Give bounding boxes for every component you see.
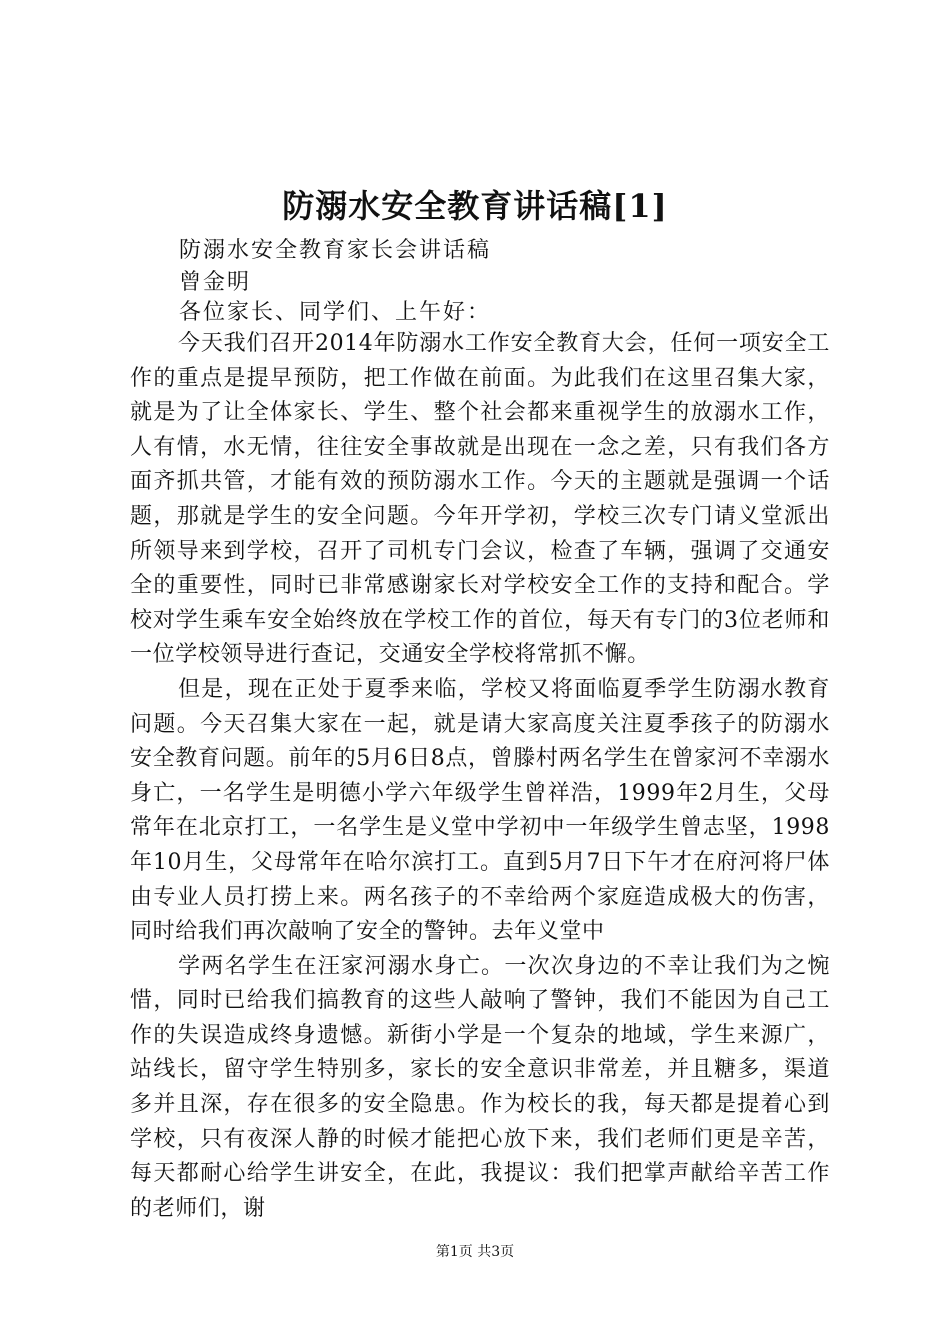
salutation: 各位家长、同学们、上午好： bbox=[179, 300, 492, 325]
page-footer: 第1页 共3页 bbox=[435, 1244, 515, 1260]
author-name: 曾金明 bbox=[179, 270, 252, 295]
paragraph-2: 但是，现在正处于夏季来临，学校又将面临夏季学生防溺水教育问题。今天召集大家在一起，就是请大家高度关注夏季孩子的防溺水安全教育问题。前年的5月6日8点，曾滕村两名学生在曾家河不幸溺水身亡，一名学生是明德小学六年级学生曾祥浩，1999年2月生，父母常年在北京打工，一名学生是义堂中学初中一年级学生曾志坚，1998年10月生，父母常年在哈尔滨打工。直到5月7日下午才在府河将尸体由专业人员打捞上来。两名孩子的不幸给两个家庭造成极大的伤害，同时给我们再次敲响了安全的警钟。去年义堂中 bbox=[130, 676, 830, 945]
document-body bbox=[130, 327, 830, 1226]
paragraph-1: 今天我们召开2014年防溺水工作安全教育大会，任何一项安全工作的重点是提早预防，把工作做在前面。为此我们在这里召集大家，就是为了让全体家长、学生、整个社会都来重视学生的放溺水工作，人有情，水无情，往往安全事故就是出现在一念之差，只有我们各方面齐抓共管，才能有效的预防溺水工作。今天的主题就是强调一个话题，那就是学生的安全问题。今年开学初，学校三次专门请义堂派出所领导来到学校，召开了司机专门会议，检查了车辆，强调了交通安全的重要性，同时已非常感谢家长对学校安全工作的支持和配合。学校对学生乘车安全始终放在学校工作的首位，每天有专门的3位老师和一位学校领导进行查记，交通安全学校将常抓不懈。 bbox=[130, 331, 830, 668]
paragraph-3: 学两名学生在汪家河溺水身亡。一次次身边的不幸让我们为之惋惜，同时已给我们搞教育的这些人敲响了警钟，我们不能因为自己工作的失误造成终身遗憾。新街小学是一个复杂的地域，学生来源广，站线长，留守学生特别多，家长的安全意识非常差，并且糖多，渠道多并且深，存在很多的安全隐患。作为校长的我，每天都是提着心到学校，只有夜深人静的时候才能把心放下来，我们老师们更是辛苦，每天都耐心给学生讲安全，在此，我提议：我们把掌声献给辛苦工作的老师们，谢 bbox=[130, 953, 830, 1221]
document-subtitle: 防溺水安全教育家长会讲话稿 bbox=[179, 238, 492, 263]
document-title: 防溺水安全教育讲话稿[1] bbox=[282, 187, 668, 225]
